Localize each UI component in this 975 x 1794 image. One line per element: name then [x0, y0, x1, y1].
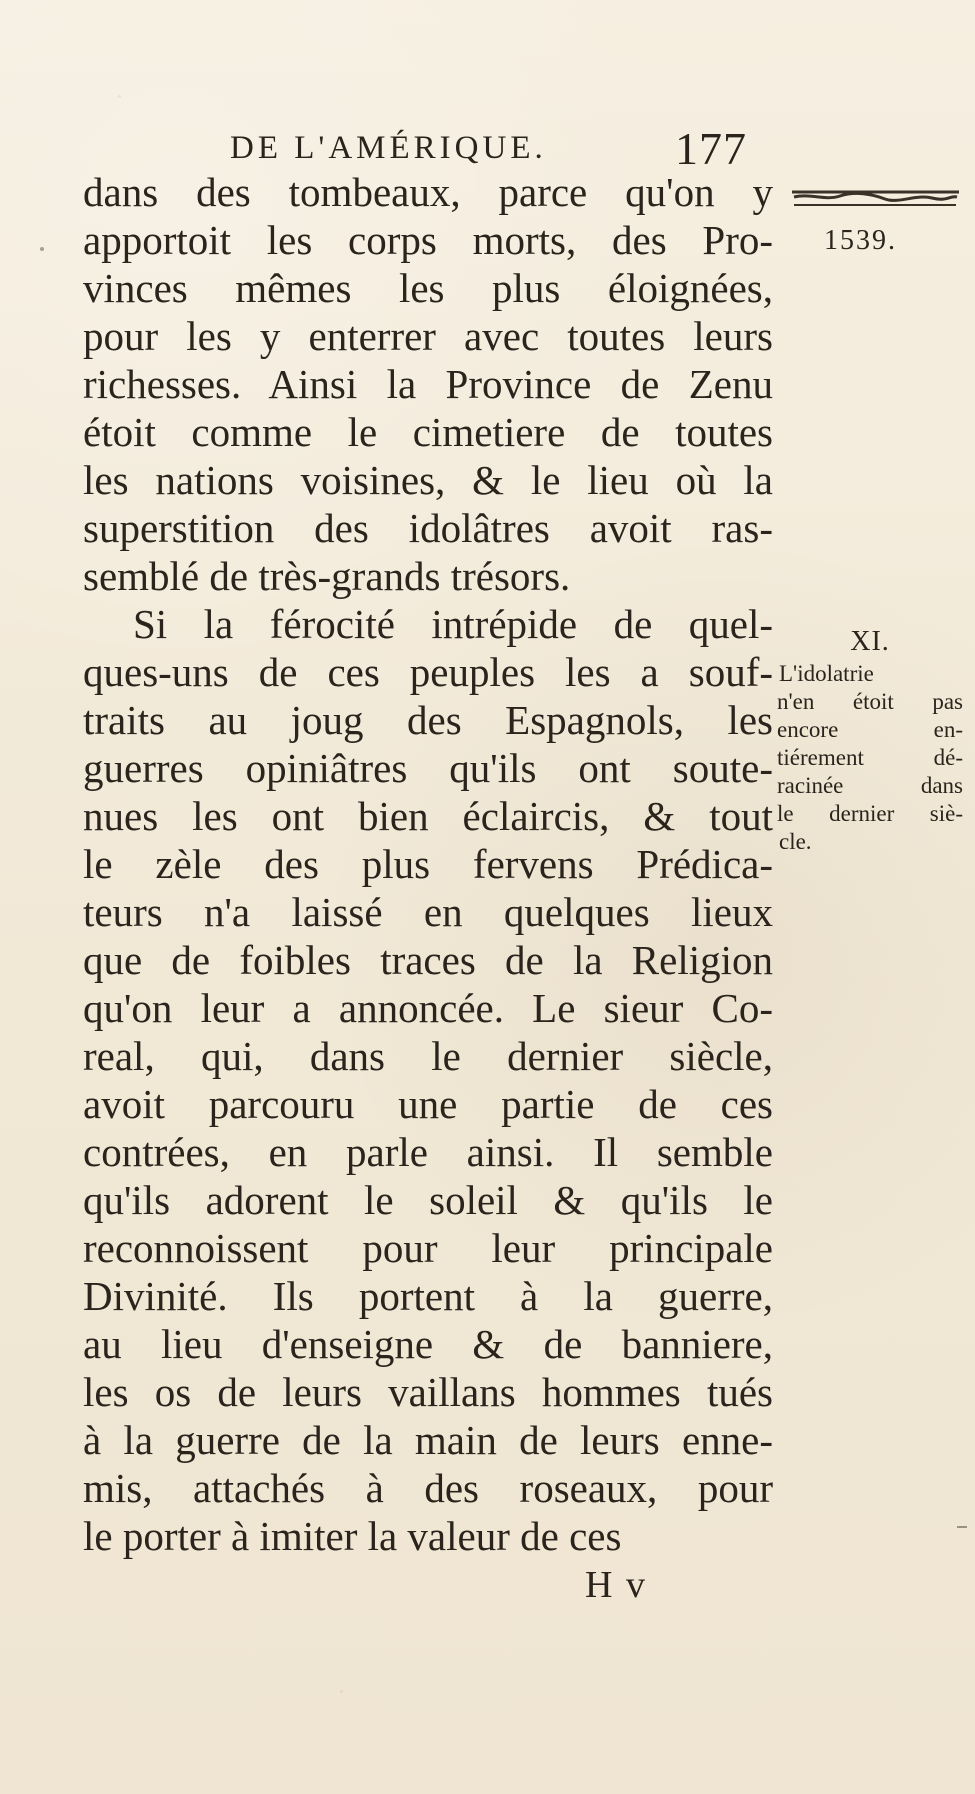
marginal-note-line: cle. — [779, 829, 812, 854]
text-line — [83, 408, 773, 456]
text-line — [83, 1464, 773, 1512]
text-line-content: Si la férocité intrépide de quel- — [133, 601, 773, 647]
body-text — [83, 168, 773, 1560]
paper-spot — [340, 1690, 343, 1693]
section-number: XI. — [850, 626, 890, 657]
text-line-content: semblé de très-grands trésors. — [83, 553, 571, 599]
marginal-note-line: n'en étoit pas — [777, 689, 963, 714]
text-line — [83, 216, 773, 264]
text-line-content: guerres opiniâtres qu'ils ont soute- — [83, 745, 773, 791]
margin-date: 1539. — [824, 225, 897, 256]
text-line-content: reconnoissent pour leur principale — [83, 1225, 773, 1271]
margin-dot — [40, 247, 44, 251]
text-line-content: mis, attachés à des roseaux, pour — [83, 1465, 773, 1511]
text-line — [83, 888, 773, 936]
text-line-content: richesses. Ainsi la Province de Zenu — [83, 361, 773, 407]
text-line — [83, 552, 773, 600]
text-line — [83, 504, 773, 552]
text-line-content: le zèle des plus fervens Prédica- — [83, 841, 773, 887]
text-line-content: nues les ont bien éclaircis, & tout — [83, 793, 773, 839]
text-line-content: les os de leurs vaillans hommes tués — [83, 1369, 773, 1415]
text-line-content: pour les y enterrer avec toutes leurs — [83, 313, 773, 359]
text-line — [83, 1176, 773, 1224]
page-number: 177 — [675, 123, 747, 174]
text-line-content: real, qui, dans le dernier siècle, — [83, 1033, 773, 1079]
text-line-content: à la guerre de la main de leurs enne- — [83, 1417, 773, 1463]
text-line — [83, 312, 773, 360]
text-line-content: avoit parcouru une partie de ces — [83, 1081, 773, 1127]
printers-rule-ornament — [790, 188, 961, 210]
marginal-note-line: tiérement dé- — [777, 745, 963, 770]
text-line-content: apportoit les corps morts, des Pro- — [83, 217, 773, 263]
text-line — [83, 1272, 773, 1320]
text-line-content: contrées, en parle ainsi. Il semble — [83, 1129, 773, 1175]
text-line-content: traits au joug des Espagnols, les — [83, 697, 773, 743]
text-line-content: que de foibles traces de la Religion — [83, 937, 773, 983]
text-line — [83, 936, 773, 984]
text-line-content: au lieu d'enseigne & de banniere, — [83, 1321, 773, 1367]
text-line-content: teurs n'a laissé en quelques lieux — [83, 889, 773, 935]
text-line-content: superstition des idolâtres avoit ras- — [83, 505, 773, 551]
text-line — [83, 1128, 773, 1176]
text-line-content: Divinité. Ils portent à la guerre, — [83, 1273, 773, 1319]
text-line — [83, 168, 773, 216]
text-line-content: dans des tombeaux, parce qu'on y — [83, 169, 773, 215]
marginal-note-line: encore en- — [777, 717, 963, 742]
text-line-content: qu'on leur a annoncée. Le sieur Co- — [83, 985, 773, 1031]
text-line-content: le porter à imiter la valeur de ces — [83, 1513, 622, 1559]
text-line-content: vinces mêmes les plus éloignées, — [83, 265, 773, 311]
marginal-note-line: le dernier siè- — [777, 801, 963, 826]
text-line — [83, 1416, 773, 1464]
text-line — [83, 1320, 773, 1368]
text-line — [83, 360, 773, 408]
marginal-note — [777, 628, 963, 856]
text-line-content: étoit comme le cimetiere de toutes — [83, 409, 773, 455]
marginal-note-line: racinée dans — [777, 773, 963, 798]
paper-spot — [118, 95, 121, 98]
text-line — [83, 1368, 773, 1416]
text-line — [83, 696, 773, 744]
margin-dash — [957, 1526, 967, 1528]
text-line-content: qu'ils adorent le soleil & qu'ils le — [83, 1177, 773, 1223]
text-line-content: ques-uns de ces peuples les a souf- — [83, 649, 773, 695]
text-line-content: les nations voisines, & le lieu où la — [83, 457, 773, 503]
text-line — [83, 792, 773, 840]
text-line — [83, 648, 773, 696]
text-line — [83, 456, 773, 504]
text-line — [83, 1032, 773, 1080]
text-line — [83, 264, 773, 312]
text-line — [83, 1512, 773, 1560]
catchword: H v — [585, 1564, 647, 1606]
marginal-note-line: L'idolatrie — [779, 661, 874, 686]
text-line — [83, 840, 773, 888]
text-line — [83, 744, 773, 792]
text-line — [83, 600, 773, 648]
text-line — [83, 1080, 773, 1128]
running-head: DE L'AMÉRIQUE. — [230, 130, 547, 166]
text-line — [83, 984, 773, 1032]
text-line — [83, 1224, 773, 1272]
